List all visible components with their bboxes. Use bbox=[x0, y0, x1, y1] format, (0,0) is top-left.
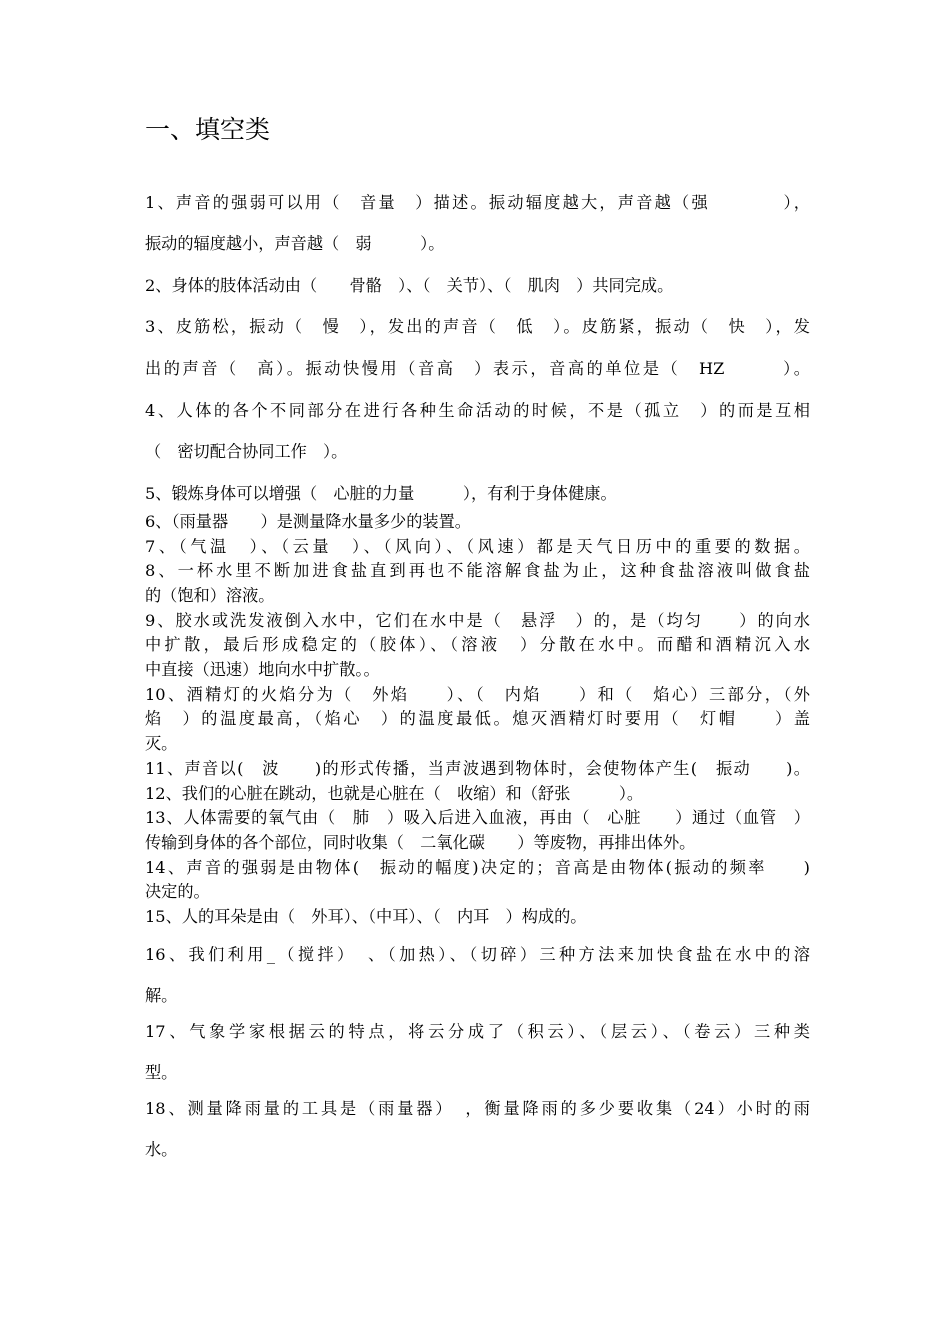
text-line: 8、一杯水里不断加进食盐直到再也不能溶解食盐为止，这种食盐溶液叫做食盐 bbox=[145, 561, 810, 580]
text-line: 1、声音的强弱可以用（ 音量 ）描述。振动辐度越大，声音越（强 ）， bbox=[145, 193, 810, 212]
text-line: 型。 bbox=[145, 1063, 178, 1082]
text-line: 中直接（迅速）地向水中扩散。。 bbox=[145, 660, 380, 679]
text-line: 焰 ）的温度最高，（焰心 ）的温度最低。熄灭酒精灯时要用（ 灯帽 ）盖 bbox=[145, 709, 810, 728]
text-line: 决定的。 bbox=[145, 882, 210, 901]
text-line: 10、酒精灯的火焰分为（ 外焰 ）、（ 内焰 ）和（ 焰心）三部分，（外 bbox=[145, 685, 810, 704]
text-line: 18、测量降雨量的工具是（雨量器） ，衡量降雨的多少要收集（24）小时的雨 bbox=[145, 1099, 810, 1118]
text-line: 15、人的耳朵是由（ 外耳）、（中耳）、（ 内耳 ）构成的。 bbox=[145, 907, 587, 926]
text-line: 出的声音（ 高）。振动快慢用（音高 ）表示，音高的单位是（ HZ ）。 bbox=[145, 359, 810, 378]
text-line: 13、人体需要的氧气由（ 肺 ）吸入后进入血液，再由（ 心脏 ）通过（血管 ） bbox=[145, 808, 810, 827]
text-line: 传输到身体的各个部位，同时收集（ 二氧化碳 ）等废物，再排出体外。 bbox=[145, 833, 696, 852]
text-line: 中扩散，最后形成稳定的（胶体）、（溶液 ）分散在水中。而醋和酒精沉入水 bbox=[145, 635, 810, 654]
text-line: 6、（雨量器 ）是测量降水量多少的装置。 bbox=[145, 512, 471, 531]
text-line: 的（饱和）溶液。 bbox=[145, 586, 275, 605]
text-line: 水。 bbox=[145, 1140, 178, 1159]
text-line: 16、我们利用_（搅拌） 、（加热）、（切碎）三种方法来加快食盐在水中的溶 bbox=[145, 945, 810, 964]
text-line: 12、我们的心脏在跳动，也就是心脏在（ 收缩）和（舒张 ）。 bbox=[145, 784, 644, 803]
section-heading: 一、填空类 bbox=[145, 115, 271, 144]
text-line: 17、气象学家根据云的特点，将云分成了（积云）、（层云）、（卷云）三种类 bbox=[145, 1022, 810, 1041]
text-line: 4、人体的各个不同部分在进行各种生命活动的时候，不是（孤立 ）的而是互相 bbox=[145, 401, 810, 420]
text-line: 3、皮筋松，振动（ 慢 ），发出的声音（ 低 ）。皮筋紧，振动（ 快 ），发 bbox=[145, 317, 810, 336]
text-line: 11、声音以( 波 )的形式传播，当声波遇到物体时，会使物体产生( 振动 )。 bbox=[145, 759, 810, 778]
text-line: 7、（气温 ）、（云量 ）、（风向）、（风速）都是天气日历中的重要的数据。 bbox=[145, 537, 810, 556]
text-line: 振动的辐度越小，声音越（ 弱 ）。 bbox=[145, 234, 445, 253]
text-line: 5、锻炼身体可以增强（ 心脏的力量 ），有利于身体健康。 bbox=[145, 484, 617, 503]
text-line: 解。 bbox=[145, 986, 178, 1005]
text-line: 9、胶水或洗发液倒入水中，它们在水中是（ 悬浮 ）的，是（均匀 ）的向水 bbox=[145, 611, 810, 630]
text-line: 14、声音的强弱是由物体( 振动的幅度)决定的；音高是由物体(振动的频率 ) bbox=[145, 858, 810, 877]
text-line: 2、身体的肢体活动由（ 骨骼 ）、（ 关节）、（ 肌肉 ）共同完成。 bbox=[145, 276, 674, 295]
text-line: （ 密切配合协同工作 ）。 bbox=[145, 442, 348, 461]
text-line: 灭。 bbox=[145, 734, 178, 753]
